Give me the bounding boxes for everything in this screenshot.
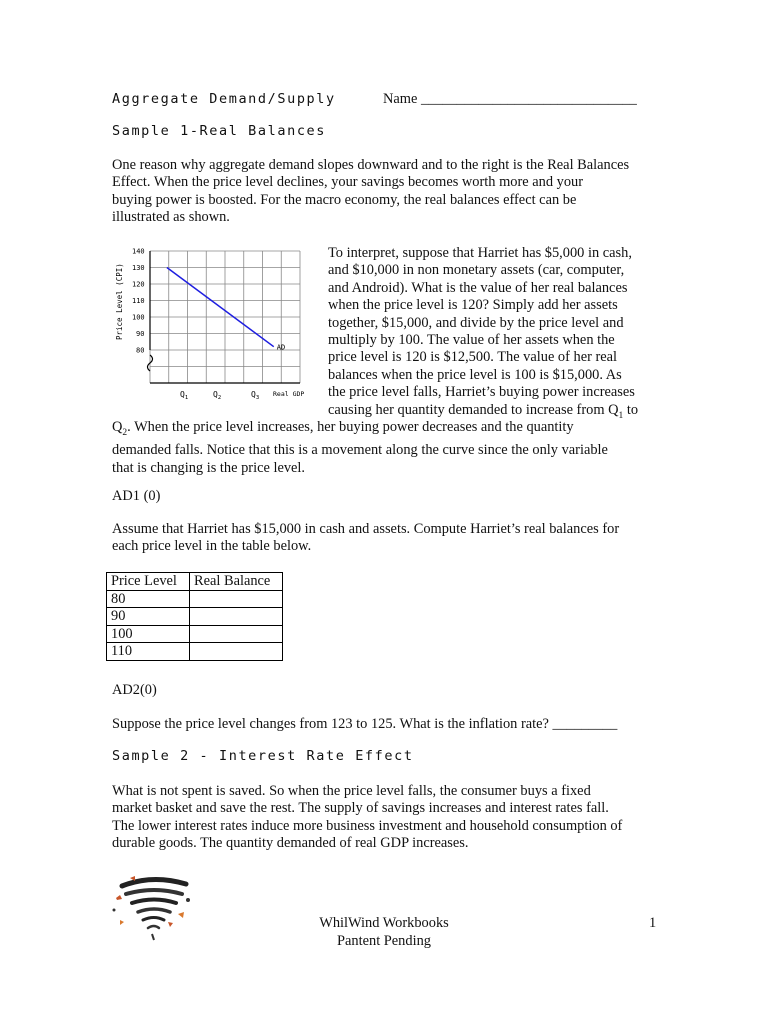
real-balance-cell[interactable] — [190, 590, 283, 608]
side-line: the price level falls, Harriet’s buying power increases — [328, 384, 635, 401]
side-line: multiply by 100. The value of her assets when the — [328, 332, 615, 349]
price-level-cell: 100 — [107, 625, 190, 643]
side-line: and Android). What is the value of her real balances — [328, 279, 628, 296]
sample2-line: What is not spent is saved. So when the price level falls, the consumer buys a fixed — [112, 783, 591, 799]
table-header-row — [107, 573, 283, 591]
side-paragraph — [328, 245, 668, 425]
intro-paragraph — [112, 157, 672, 227]
price-level-cell: 80 — [107, 590, 190, 608]
sample2-line: market basket and save the rest. The supply of savings increases and interest rates fall. — [112, 800, 609, 817]
price-level-cell: 90 — [107, 608, 190, 626]
continuation-paragraph — [112, 419, 672, 477]
column-header: Real Balance — [190, 573, 283, 591]
real-balance-table — [106, 572, 283, 661]
cont-line-text: . When the price level increases, her buying power decreases and the quantity — [127, 419, 574, 435]
real-balance-cell[interactable] — [190, 625, 283, 643]
table-row — [107, 590, 283, 608]
ad-curve-line — [167, 268, 274, 347]
column-header: Price Level — [107, 573, 190, 591]
name-field[interactable]: Name ______________________________ — [383, 91, 637, 107]
side-line: balances when the price level is 100 is $15,000. As — [328, 366, 622, 383]
y-axis-label: Price Level (CPI) — [115, 263, 124, 340]
sample1-heading: Sample 1-Real Balances — [112, 123, 327, 139]
x-tick-label: $Q_2$ — [213, 390, 222, 401]
real-balance-cell[interactable] — [190, 608, 283, 626]
table-row — [107, 643, 283, 661]
sample2-line: durable goods. The quantity demanded of real GDP increases. — [112, 835, 469, 852]
x-axis-label: Real GDP — [273, 390, 305, 398]
intro-line: One reason why aggregate demand slopes downward and to the right is the Real Balances — [112, 157, 630, 173]
y-tick-label: 100 — [132, 313, 145, 322]
ad-curve-label: AD — [276, 343, 286, 352]
y-tick-label: 80 — [136, 346, 145, 355]
intro-line: Effect. When the price level declines, your savings becomes worth more and your — [112, 174, 584, 191]
question-line: each price level in the table below. — [112, 538, 312, 555]
question-line: Assume that Harriet has $15,000 in cash and assets. Compute Harriet’s real balances for — [112, 521, 620, 537]
ad-chart — [110, 245, 328, 405]
price-level-cell: 110 — [107, 643, 190, 661]
table-row — [107, 625, 283, 643]
sample2-paragraph — [112, 783, 672, 853]
real-balance-cell[interactable] — [190, 643, 283, 661]
worksheet-title: Aggregate Demand/Supply — [112, 91, 336, 107]
sample2-line: The lower interest rates induce more business investment and household consumption of — [112, 817, 623, 834]
subscript: 2 — [122, 427, 128, 438]
side-line: and $10,000 in non monetary assets (car, computer, — [328, 262, 625, 279]
whirlwind-logo-icon — [108, 872, 200, 944]
footer-text — [284, 915, 484, 950]
ad1-label: AD1 (0) — [112, 488, 161, 504]
side-line-text: causing her quantity demanded to increase from Q — [328, 401, 619, 418]
cont-line: $Q_2$. When the price level increases, her buying power decreases and the quantity — [112, 419, 574, 438]
side-line: To interpret, suppose that Harriet has $5,000 in cash, — [328, 245, 632, 261]
cont-line: demanded falls. Notice that this is a movement along the curve since the only variable — [112, 442, 608, 459]
ad2-question: Suppose the price level changes from 123 to 125. What is the inflation rate? _________ — [112, 716, 618, 732]
table-row — [107, 608, 283, 626]
y-tick-label: 110 — [132, 297, 145, 305]
y-tick-label: 140 — [132, 247, 145, 256]
footer-line: WhilWind Workbooks — [319, 915, 449, 931]
side-line-text: to — [623, 401, 639, 418]
y-tick-label: 130 — [132, 264, 145, 272]
side-line: when the price level is 120? Simply add her assets — [328, 297, 618, 314]
ad1-question — [112, 521, 672, 556]
ad2-label: AD2(0) — [112, 682, 157, 698]
sample2-heading: Sample 2 - Interest Rate Effect — [112, 748, 414, 764]
x-tick-label: $Q_3$ — [251, 390, 260, 401]
intro-line: illustrated as shown. — [112, 209, 230, 226]
footer-line: Pantent Pending — [337, 932, 431, 949]
cont-line: that is changing is the price level. — [112, 459, 306, 476]
intro-line: buying power is boosted. For the macro economy, the real balances effect can be — [112, 191, 577, 208]
side-line: price level is 120 is $12,500. The value of her real — [328, 349, 618, 366]
y-tick-label: 90 — [136, 330, 145, 338]
subscript: 1 — [618, 410, 624, 421]
y-tick-label: 120 — [132, 280, 145, 289]
side-line: together, $15,000, and divide by the price level and — [328, 314, 624, 331]
page-number: 1 — [649, 915, 657, 931]
x-tick-label: $Q_1$ — [180, 390, 189, 401]
